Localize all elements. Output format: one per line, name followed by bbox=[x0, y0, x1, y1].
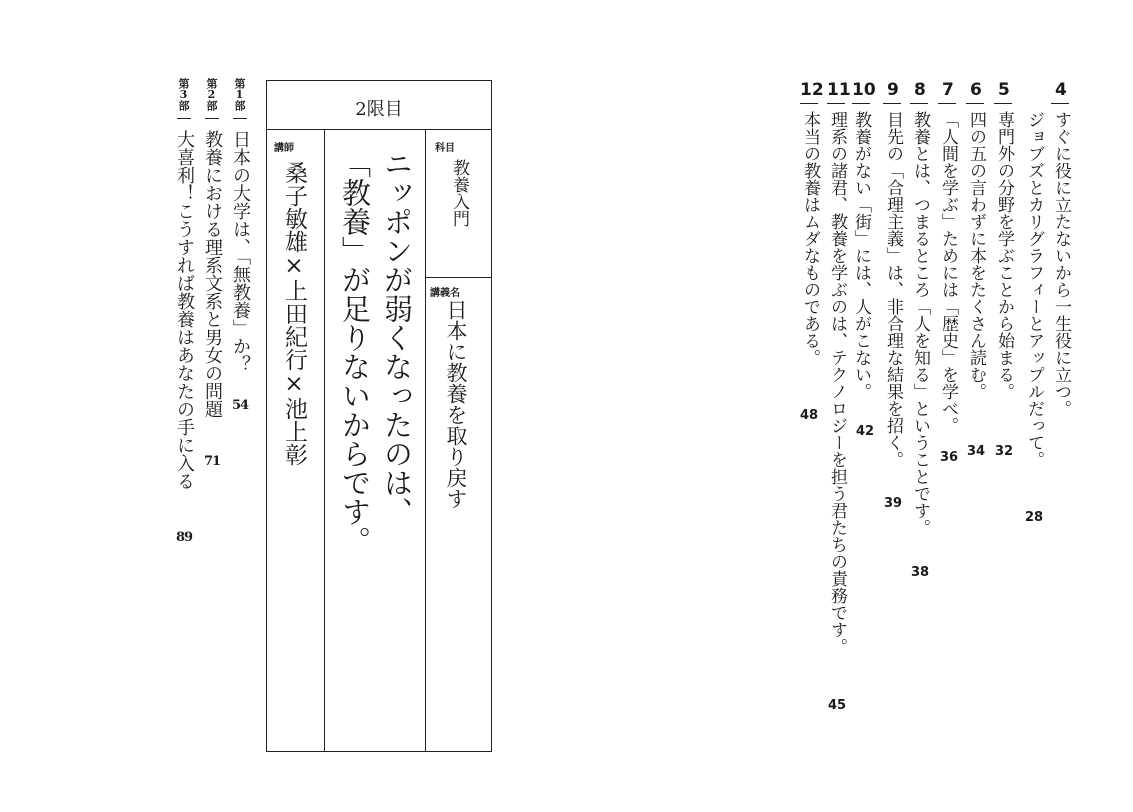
chapter-8-number: 8 bbox=[914, 80, 926, 100]
chapter-9-rule bbox=[883, 103, 901, 104]
chapter-7-rule bbox=[938, 103, 956, 104]
chapter-11-title: 理系の諸君、教養を学ぶのは、テクノロジーを担う君たちの責務です。 bbox=[827, 111, 847, 655]
chapter-7-number: 7 bbox=[942, 80, 954, 100]
box-divider-right bbox=[425, 129, 426, 751]
chapter-11-number: 11 bbox=[827, 80, 851, 100]
chapter-8-title: 教養とは、つまるところ「人を知る」ということです。 bbox=[910, 111, 930, 536]
part-2-label: 第2部 bbox=[205, 78, 218, 110]
part-3-page: 89 bbox=[176, 530, 193, 545]
chapter-9-title: 目先の「合理主義」は、非合理な結果を招く。 bbox=[883, 111, 903, 468]
subject-name: 教養入門 bbox=[449, 159, 469, 227]
part-1-title: 日本の大学は、「無教養」か？ bbox=[230, 130, 251, 373]
chapter-10-page: 42 bbox=[856, 424, 875, 439]
chapter-5-rule bbox=[994, 103, 1012, 104]
chapter-4-rule bbox=[1051, 103, 1069, 104]
part-1-rule bbox=[233, 118, 247, 119]
chapter-6-number: 6 bbox=[970, 80, 982, 100]
chapter-10-rule bbox=[852, 103, 870, 104]
chapter-6-page: 34 bbox=[967, 444, 986, 459]
chapter-8-page: 38 bbox=[911, 565, 930, 580]
period-title: 2限目 bbox=[355, 99, 403, 120]
chapter-10-title: 教養がない「街」には、人がこない。 bbox=[851, 111, 871, 400]
chapter-7-title: 「人間を学ぶ」ためには「歴史」を学べ。 bbox=[938, 111, 958, 434]
subject-label: 科目 bbox=[435, 143, 455, 154]
chapter-4-page: 28 bbox=[1025, 510, 1044, 525]
teacher-names: 桑子敏雄×上田紀行×池上彰 bbox=[281, 161, 307, 466]
chapter-11-rule bbox=[827, 103, 845, 104]
chapter-12-rule bbox=[800, 103, 818, 104]
chapter-4-title: すぐに役に立たないから一生役に立つ。 bbox=[1051, 111, 1071, 417]
chapter-9-page: 39 bbox=[884, 496, 903, 511]
message-line-2: 「教養」が足りないからです。 bbox=[338, 149, 372, 555]
chapter-4-number: 4 bbox=[1055, 80, 1067, 100]
part-3-rule bbox=[177, 118, 191, 119]
chapter-9-number: 9 bbox=[887, 80, 899, 100]
chapter-12-title: 本当の教養はムダなものである。 bbox=[800, 111, 820, 366]
chapter-12-number: 12 bbox=[800, 80, 824, 100]
teacher-label: 講師 bbox=[274, 143, 294, 154]
part-3-title: 大喜利！こうすれば教養はあなたの手に入る bbox=[174, 130, 195, 490]
chapter-7-page: 36 bbox=[940, 450, 959, 465]
chapter-8-rule bbox=[910, 103, 928, 104]
part-1-label: 第1部 bbox=[233, 78, 246, 110]
chapter-5-title: 専門外の分野を学ぶことから始まる。 bbox=[994, 111, 1014, 400]
lesson-box bbox=[266, 80, 492, 752]
course-name: 日本に教養を取り戻す bbox=[444, 299, 468, 509]
chapter-6-title: 四の五の言わずに本をたくさん読む。 bbox=[966, 111, 986, 400]
part-3-label: 第3部 bbox=[177, 78, 190, 110]
chapter-4-subtitle: ジョブズとカリグラフィーとアップルだって。 bbox=[1024, 111, 1044, 468]
message-line-1: ニッポンが弱くなったのは、 bbox=[380, 149, 414, 526]
chapter-10-number: 10 bbox=[852, 80, 876, 100]
chapter-5-page: 32 bbox=[995, 444, 1014, 459]
chapter-5-number: 5 bbox=[998, 80, 1010, 100]
part-2-title: 教養における理系文系と男女の問題 bbox=[202, 130, 223, 418]
chapter-11-page: 45 bbox=[828, 698, 847, 713]
chapter-12-page: 48 bbox=[800, 408, 819, 423]
chapter-6-rule bbox=[966, 103, 984, 104]
box-divider-subject bbox=[425, 277, 491, 278]
part-1-page: 54 bbox=[232, 398, 249, 413]
part-2-rule bbox=[205, 118, 219, 119]
part-2-page: 71 bbox=[204, 454, 221, 469]
box-divider-horizontal bbox=[267, 129, 491, 130]
course-label: 講義名 bbox=[430, 288, 460, 299]
box-divider-left bbox=[324, 129, 325, 751]
